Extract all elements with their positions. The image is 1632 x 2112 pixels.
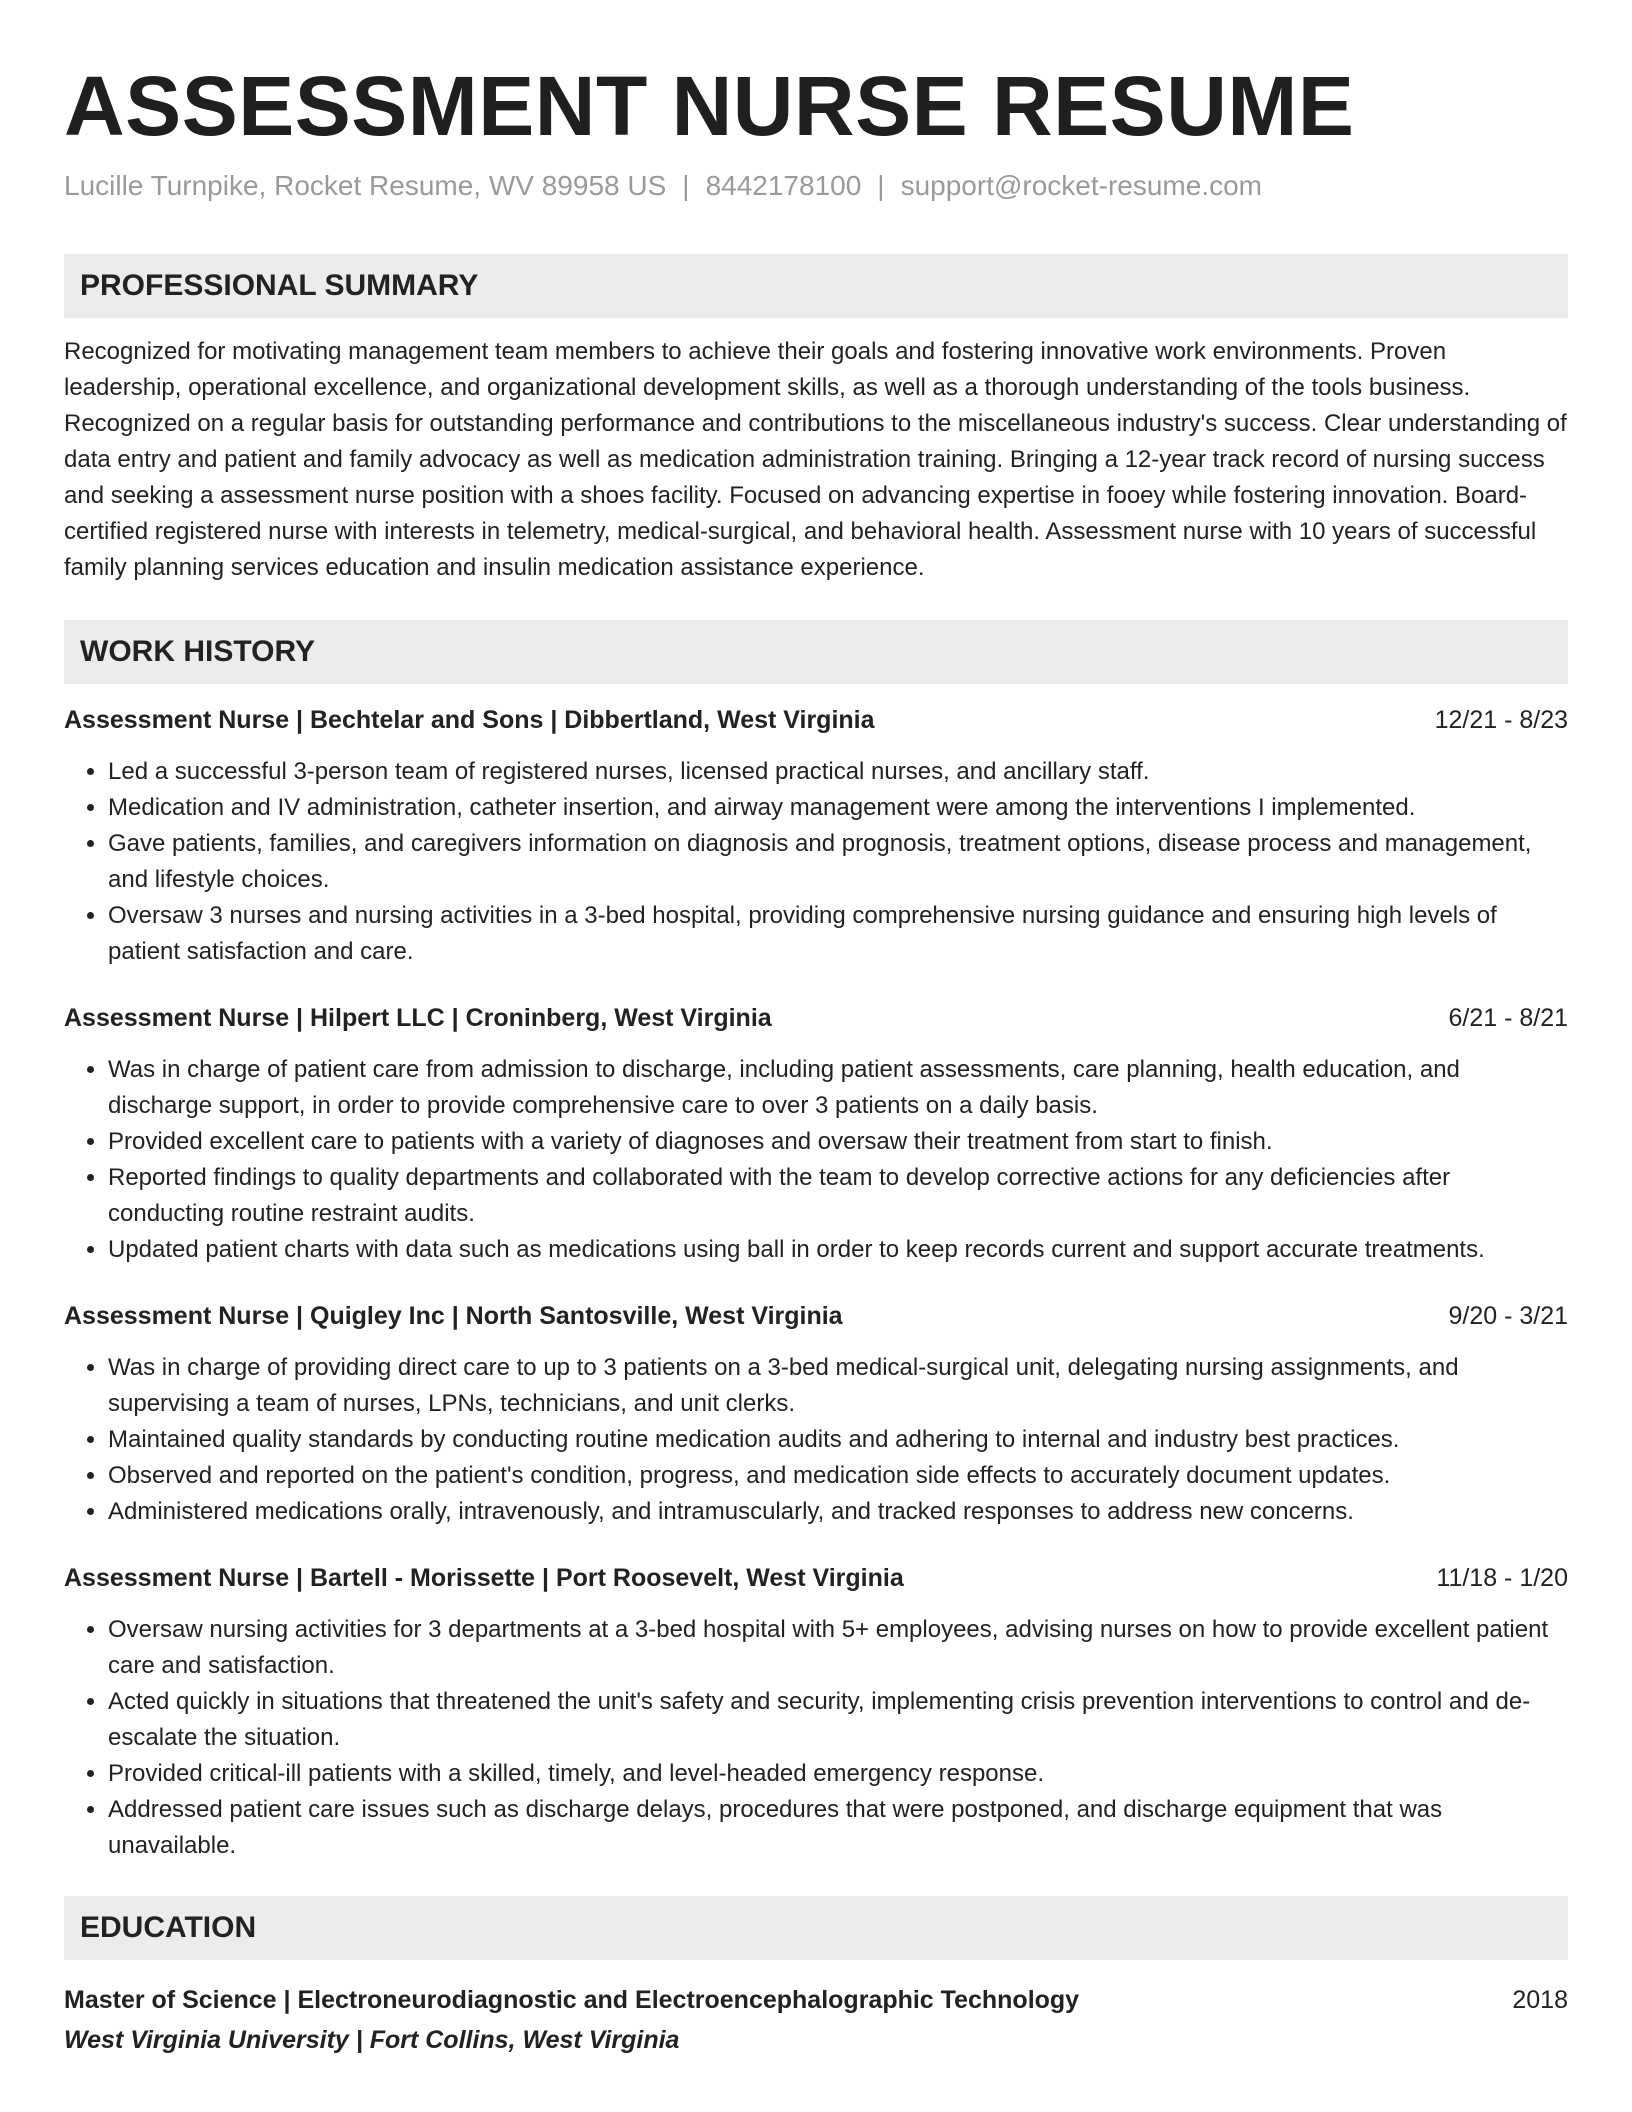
job-bullet: • Acted quickly in situations that threatened the unit's safety and security, implementing crisis prevention interventions to control and de-escalate the situation.	[108, 1684, 1568, 1756]
job-bullet: • Led a successful 3-person team of registered nurses, licensed practical nurses, and ancillary staff.	[108, 754, 1568, 790]
education-entry	[64, 1982, 1568, 2058]
job-header	[64, 1298, 1568, 1334]
contact-separator: |	[682, 170, 690, 201]
job-title: Assessment Nurse | Bechtelar and Sons | Dibbertland, West Virginia	[64, 706, 875, 734]
job-dates: 11/18 - 1/20	[1436, 1564, 1568, 1592]
education-year: 2018	[1512, 1986, 1568, 2014]
job-bullet: • Addressed patient care issues such as discharge delays, procedures that were postponed, and discharge equipment that was unavailable.	[108, 1792, 1568, 1864]
job-bullets	[64, 754, 1568, 970]
job-bullet: • Was in charge of providing direct care to up to 3 patients on a 3-bed medical-surgical unit, delegating nursing assignments, and supervising a team of nurses, LPNs, technicians, and unit clerks.	[108, 1350, 1568, 1422]
job-header	[64, 702, 1568, 738]
job-entry	[64, 702, 1568, 970]
education-section-header: EDUCATION	[64, 1896, 1568, 1960]
job-bullet: • Was in charge of patient care from admission to discharge, including patient assessments, care planning, health education, and discharge support, in order to provide comprehensive care to over 3 patients on a daily basis.	[108, 1052, 1568, 1124]
education-degree: Master of Science | Electroneurodiagnostic and Electroencephalographic Technology	[64, 1986, 1080, 2014]
job-entry	[64, 1298, 1568, 1530]
contact-phone: 8442178100	[705, 170, 862, 201]
job-entry	[64, 1000, 1568, 1268]
job-header	[64, 1560, 1568, 1596]
job-entry	[64, 1560, 1568, 1864]
job-bullet: • Maintained quality standards by conducting routine medication audits and adhering to internal and industry best practices.	[108, 1422, 1568, 1458]
job-bullets	[64, 1052, 1568, 1268]
job-bullet: • Administered medications orally, intravenously, and intramuscularly, and tracked responses to address new concerns.	[108, 1494, 1568, 1530]
job-bullet: • Provided excellent care to patients with a variety of diagnoses and oversaw their treatment from start to finish.	[108, 1124, 1568, 1160]
job-dates: 6/21 - 8/21	[1448, 1004, 1568, 1032]
job-bullet: • Medication and IV administration, catheter insertion, and airway management were among the interventions I implemented.	[108, 790, 1568, 826]
job-dates: 12/21 - 8/23	[1434, 706, 1568, 734]
job-bullet: • Updated patient charts with data such as medications using ball in order to keep records current and support accurate treatments.	[108, 1232, 1568, 1268]
job-bullet: • Gave patients, families, and caregivers information on diagnosis and prognosis, treatment options, disease process and management, and lifestyle choices.	[108, 826, 1568, 898]
contact-address: Lucille Turnpike, Rocket Resume, WV 89958 US	[64, 170, 667, 201]
summary-section-header: PROFESSIONAL SUMMARY	[64, 254, 1568, 318]
job-dates: 9/20 - 3/21	[1448, 1302, 1568, 1330]
job-bullet: • Observed and reported on the patient's condition, progress, and medication side effects to accurately document updates.	[108, 1458, 1568, 1494]
job-bullets	[64, 1612, 1568, 1864]
job-title: Assessment Nurse | Hilpert LLC | Croninberg, West Virginia	[64, 1004, 772, 1032]
job-bullets	[64, 1350, 1568, 1530]
resume-title: ASSESSMENT NURSE RESUME	[64, 59, 1355, 153]
education-school: West Virginia University | Fort Collins, West Virginia	[64, 2026, 680, 2054]
contact-email: support@rocket-resume.com	[900, 170, 1263, 201]
summary-text: Recognized for motivating management team members to achieve their goals and fostering innovative work environments. Proven leadership, operational excellence, and organizational development skills, as well as a thorough understanding of the tools business. Recognized on a regular basis for outstanding performance and contributions to the miscellaneous industry's success. Clear understanding of data entry and patient and family advocacy as well as medication administration training. Bringing a 12-year track record of nursing success and seeking a assessment nurse position with a shoes facility. Focused on advancing expertise in fooey while fostering innovation. Board-certified registered nurse with interests in telemetry, medical-surgical, and behavioral health. Assessment nurse with 10 years of successful family planning services education and insulin medication assistance experience.	[64, 338, 1567, 581]
job-bullet: • Oversaw nursing activities for 3 departments at a 3-bed hospital with 5+ employees, advising nurses on how to provide excellent patient care and satisfaction.	[108, 1612, 1568, 1684]
education-header	[64, 1982, 1568, 2018]
contact-separator: |	[877, 170, 885, 201]
job-title: Assessment Nurse | Bartell - Morissette | Port Roosevelt, West Virginia	[64, 1564, 904, 1592]
contact-line	[64, 168, 1568, 204]
job-bullet: • Provided critical-ill patients with a skilled, timely, and level-headed emergency response.	[108, 1756, 1568, 1792]
work-section-header: WORK HISTORY	[64, 620, 1568, 684]
job-title: Assessment Nurse | Quigley Inc | North Santosville, West Virginia	[64, 1302, 843, 1330]
job-header	[64, 1000, 1568, 1036]
job-bullet: • Reported findings to quality departments and collaborated with the team to develop corrective actions for any deficiencies after conducting routine restraint audits.	[108, 1160, 1568, 1232]
job-bullet: • Oversaw 3 nurses and nursing activities in a 3-bed hospital, providing comprehensive nursing guidance and ensuring high levels of patient satisfaction and care.	[108, 898, 1568, 970]
